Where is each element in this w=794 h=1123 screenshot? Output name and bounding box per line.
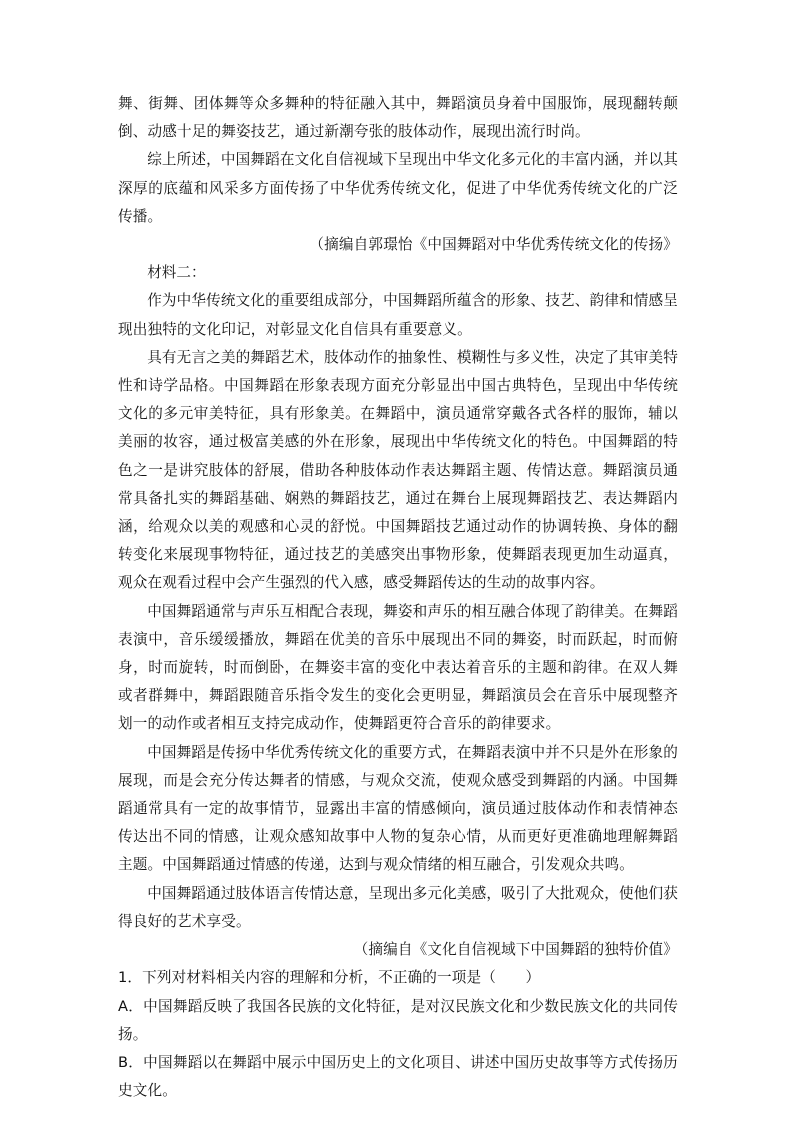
question1-option-a: A．中国舞蹈反映了我国各民族的文化特征，是对汉民族文化和少数民族文化的共同传扬。 (118, 997, 678, 1043)
material2-label: 材料二： (147, 264, 206, 282)
question1-stem: 1．下列对材料相关内容的理解和分析，不正确的一项是（ ） (118, 969, 541, 987)
material2-source: （摘编自《文化自信视域下中国舞蹈的独特价值》 (353, 941, 678, 959)
material2-paragraph-3: 中国舞蹈通常与声乐互相配合表现，舞姿和声乐的相互融合体现了韵律美。在舞蹈表演中，音乐缓缓播放，舞蹈在优美的音乐中展现出不同的舞姿，时而跃起，时而俯身，时而旋转，时而倒卧，在舞姿丰富的变化中表达着音乐的主题和韵律。在双人舞或者群舞中，舞蹈跟随音乐指令发生的变化会更明显，舞蹈演员会在音乐中展现整齐划一的动作或者相互支持完成动作，使舞蹈更符合音乐的韵律要求。 (118, 602, 678, 733)
material2-paragraph-1: 作为中华传统文化的重要组成部分，中国舞蹈所蕴含的形象、技艺、韵律和情感呈现出独特的文化印记，对彰显文化自信具有重要意义。 (118, 292, 678, 338)
document-page (118, 90, 678, 1105)
material1-source: （摘编自郭璟怡《中国舞蹈对中华优秀传统文化的传扬》 (309, 236, 678, 254)
material2-paragraph-2: 具有无言之美的舞蹈艺术，肢体动作的抽象性、模糊性与多义性，决定了其审美特性和诗学品格。中国舞蹈在形象表现方面充分彰显出中国古典特色，呈现出中华传统文化的多元审美特征，具有形象美。在舞蹈中，演员通常穿戴各式各样的服饰，辅以美丽的妆容，通过极富美感的外在形象，展现出中华传统文化的特色。中国舞蹈的特色之一是讲究肢体的舒展，借助各种肢体动作表达舞蹈主题、传情达意。舞蹈演员通常具备扎实的舞蹈基础、娴熟的舞蹈技艺，通过在舞台上展现舞蹈技艺、表达舞蹈内涵，给观众以美的观感和心灵的舒悦。中国舞蹈技艺通过动作的协调转换、身体的翻转变化来展现事物特征，通过技艺的美感突出事物形象，使舞蹈表现更加生动逼真，观众在观看过程中会产生强烈的代入感，感受舞蹈传达的生动的故事内容。 (118, 348, 678, 592)
material2-paragraph-5: 中国舞蹈通过肢体语言传情达意，呈现出多元化美感，吸引了大批观众，使他们获得良好的艺术享受。 (118, 884, 678, 930)
material2-paragraph-4: 中国舞蹈是传扬中华优秀传统文化的重要方式，在舞蹈表演中并不只是外在形象的展现，而是会充分传达舞者的情感，与观众交流，使观众感受到舞蹈的内涵。中国舞蹈通常具有一定的故事情节，显露出丰富的情感倾向，演员通过肢体动作和表情神态传达出不同的情感，让观众感知故事中人物的复杂心情，从而更好更准确地理解舞蹈主题。中国舞蹈通过情感的传递，达到与观众情绪的相互融合，引发观众共鸣。 (118, 743, 678, 874)
material1-continued-paragraph: 舞、街舞、团体舞等众多舞种的特征融入其中，舞蹈演员身着中国服饰，展现翻转颠倒、动感十足的舞姿技艺，通过新潮夸张的肢体动作，展现出流行时尚。 (118, 95, 678, 141)
material1-conclusion: 综上所述，中国舞蹈在文化自信视域下呈现出中华文化多元化的丰富内涵，并以其深厚的底蕴和风采多方面传扬了中华优秀传统文化，促进了中华优秀传统文化的广泛传播。 (118, 151, 678, 225)
question1-option-b: B．中国舞蹈以在舞蹈中展示中国历史上的文化项目、讲述中国历史故事等方式传扬历史文化。 (118, 1053, 678, 1100)
